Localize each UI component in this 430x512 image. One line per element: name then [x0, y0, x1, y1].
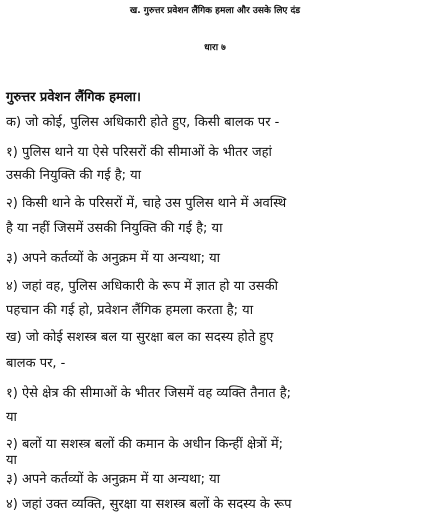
text-line: ४) जहां वह, पुलिस अधिकारी के रूप में ज्ञात हो या उसकी: [6, 279, 278, 294]
text-line: उसकी नियुक्ति की गई है; या: [6, 168, 142, 183]
text-line: २) किसी थाने के परिसरों में, चाहे उस पुलिस थाने में अवस्थि: [6, 196, 287, 211]
text-line: ख) जो कोई सशस्त्र बल या सुरक्षा बल का सदस्य होते हुए: [6, 330, 274, 345]
text-line: है या नहीं जिसमें उसकी नियुक्ति की गई है; या: [6, 221, 223, 236]
text-line: १) ऐसे क्षेत्र की सीमाओं के भीतर जिसमें वह व्यक्ति तैनात है;: [6, 386, 292, 401]
chapter-heading: ख. गुरुत्तर प्रवेशन लैंगिक हमला और उसके लिए दंड: [129, 6, 301, 16]
text-line: ३) अपने कर्तव्यों के अनुक्रम में या अन्यथा; या: [6, 472, 221, 487]
text-line: ४) जहां उक्त व्यक्ति, सुरक्षा या सशस्त्र बलों के सदस्य के रूप: [6, 497, 292, 512]
subheading: गुरुत्तर प्रवेशन लैंगिक हमला।: [6, 90, 141, 105]
text-line: पहचान की गई हो, प्रवेशन लैंगिक हमला करता है; या: [6, 303, 254, 318]
text-line: या: [6, 410, 17, 425]
text-line: या: [6, 453, 17, 468]
text-line: क) जो कोई, पुलिस अधिकारी होते हुए, किसी बालक पर -: [6, 115, 280, 130]
text-line: १) पुलिस थाने या ऐसे परिसरों की सीमाओं के भीतर जहां: [6, 145, 272, 160]
text-line: बालक पर, -: [6, 356, 66, 371]
text-line: २) बलों या सशस्त्र बलों की कमान के अधीन किन्हीं क्षेत्रों में;: [6, 437, 283, 452]
section-number: धारा ७: [204, 43, 226, 53]
text-line: ३) अपने कर्तव्यों के अनुक्रम में या अन्यथा; या: [6, 251, 221, 266]
